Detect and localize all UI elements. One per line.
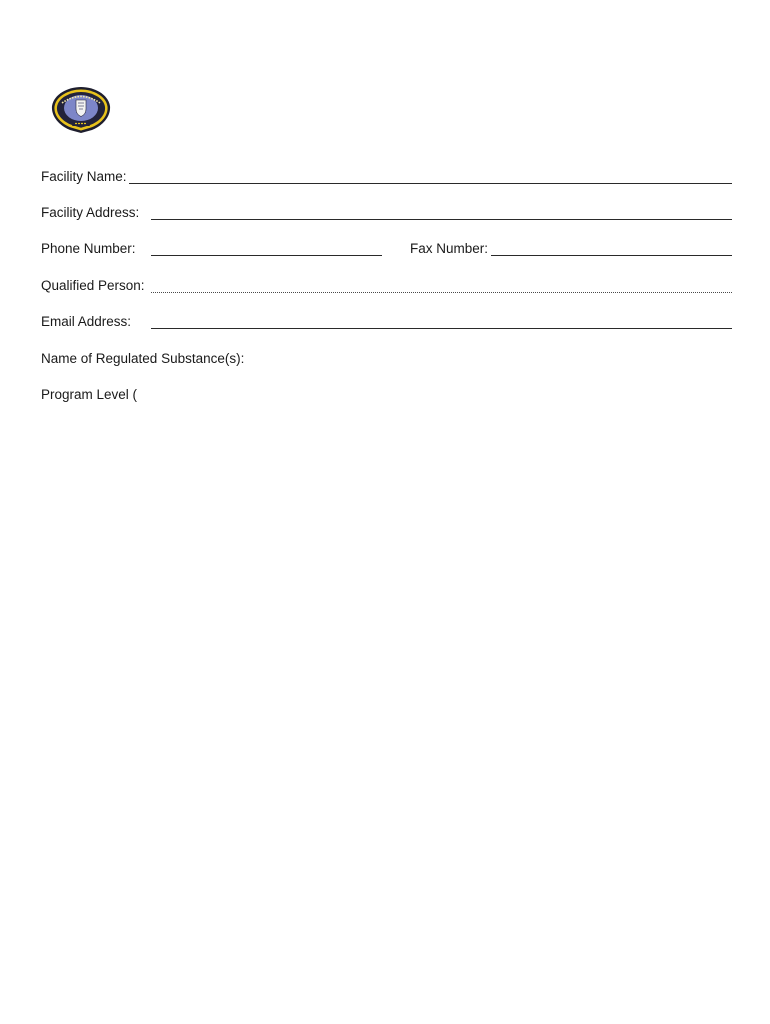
email-address-field[interactable] — [151, 313, 733, 329]
email-address-row — [41, 313, 733, 333]
qualified-person-field[interactable] — [151, 277, 733, 293]
facility-address-label: Facility Address: — [41, 205, 140, 220]
fax-number-label: Fax Number: — [410, 241, 489, 256]
fax-number-underline — [491, 255, 732, 256]
phone-number-field[interactable] — [151, 240, 383, 256]
qualified-person-underline — [151, 292, 732, 293]
phone-number-label: Phone Number: — [41, 241, 136, 256]
phone-fax-row — [41, 240, 733, 260]
phone-number-underline — [151, 255, 382, 256]
regulated-substances-label: Name of Regulated Substance(s): — [41, 351, 245, 366]
fax-number-field[interactable] — [491, 240, 733, 256]
facility-name-field[interactable] — [129, 168, 733, 184]
facility-name-row — [41, 168, 733, 188]
facility-address-row — [41, 204, 733, 224]
program-level-row — [41, 386, 733, 406]
program-level-label: Program Level ( — [41, 387, 138, 402]
facility-address-field[interactable] — [151, 204, 733, 220]
regulated-substances-row — [41, 350, 733, 370]
qualified-person-label: Qualified Person: — [41, 278, 145, 293]
facility-name-label: Facility Name: — [41, 169, 127, 184]
facility-address-underline — [151, 219, 732, 220]
email-address-label: Email Address: — [41, 314, 132, 329]
qualified-person-row — [41, 277, 733, 297]
fire-department-badge-icon — [50, 86, 112, 134]
facility-name-underline — [129, 183, 732, 184]
email-address-underline — [151, 328, 732, 329]
